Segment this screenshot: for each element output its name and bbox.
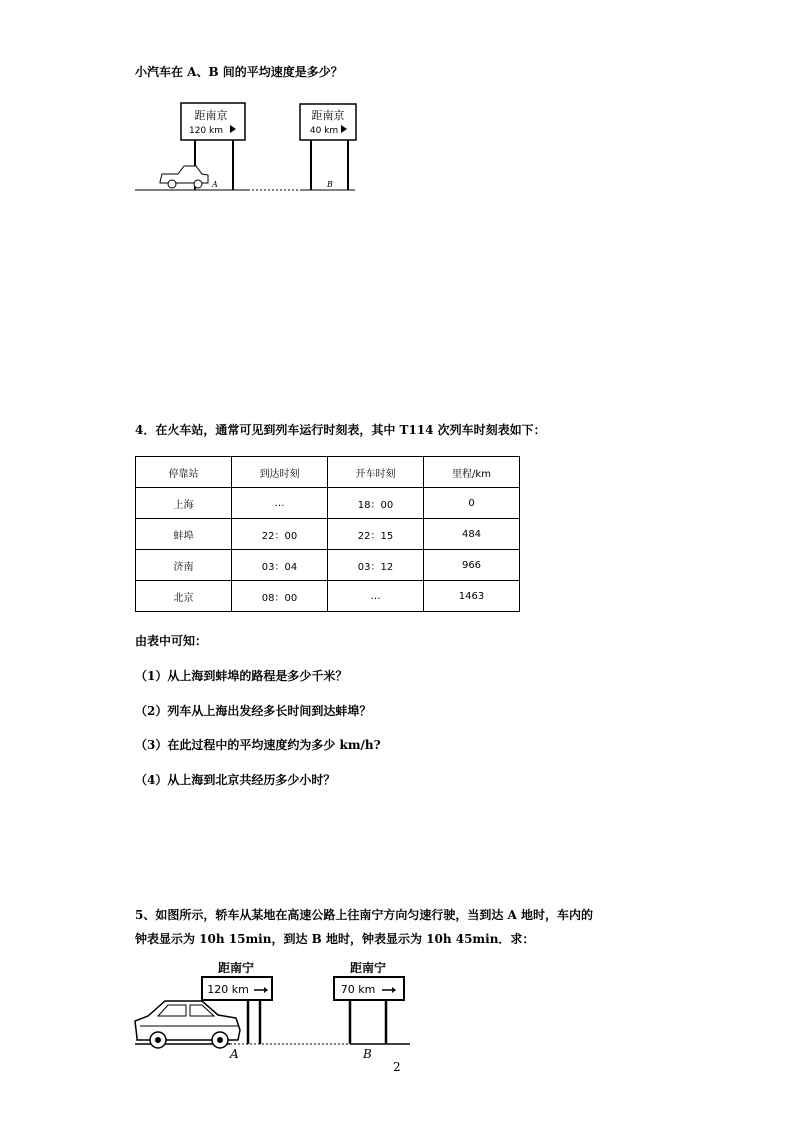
table-cell: …: [328, 581, 424, 612]
q4-lead: 由表中可知：: [135, 634, 208, 648]
table-header-cell: 里程/km: [424, 457, 520, 488]
q3-sign-a-line2: 120 km: [188, 126, 224, 136]
table-cell: 08：00: [232, 581, 328, 612]
q3-label-a: A: [212, 180, 218, 189]
table-cell: 北京: [136, 581, 232, 612]
q4-sub-question-4: （4）从上海到北京共经历多少小时？: [135, 773, 336, 787]
q5-sign-a-distance: 120 km: [207, 983, 249, 996]
q4-sub-question-1: （1）从上海到蚌埠的路程是多少千米？: [135, 669, 348, 683]
table-cell: 1463: [424, 581, 520, 612]
table-header-row: [136, 457, 520, 488]
q3-label-b: B: [327, 180, 333, 189]
table-cell: 18：00: [328, 488, 424, 519]
table-header-cell: 到达时刻: [232, 457, 328, 488]
q4-intro: 4．在火车站，通常可见到列车运行时刻表，其中 T114 次列车时刻表如下：: [135, 423, 546, 437]
q5-line2: 钟表显示为 10h 15min，到达 B 地时，钟表显示为 10h 45min．求：: [135, 932, 535, 946]
table-cell: 22：15: [328, 519, 424, 550]
q3-sign-b-line2: 40 km: [309, 126, 339, 136]
table-cell: 966: [424, 550, 520, 581]
q5-line1: 5、如图所示，轿车从某地在高速公路上往南宁方向匀速行驶，当到达 A 地时，车内的: [135, 908, 594, 922]
table-cell: 22：00: [232, 519, 328, 550]
q3-car-icon: [160, 166, 208, 188]
q5-car-icon: [135, 1001, 240, 1048]
table-cell: 484: [424, 519, 520, 550]
q3-sign-a-line1: 距南京: [194, 109, 228, 122]
table-cell: 蚌埠: [136, 519, 232, 550]
q5-sign-b-title: 距南宁: [349, 961, 387, 975]
table-row: [136, 488, 520, 519]
q5-label-a: A: [230, 1047, 239, 1061]
table-row: [136, 550, 520, 581]
table-cell: 03：12: [328, 550, 424, 581]
q3-figure: [130, 95, 370, 195]
train-timetable: [135, 456, 520, 612]
table-row: [136, 581, 520, 612]
table-cell: 济南: [136, 550, 232, 581]
q5-sign-a-title: 距南宁: [217, 961, 255, 975]
q5-label-b: B: [363, 1047, 372, 1061]
q3-sign-b-line1: 距南京: [311, 109, 345, 122]
table-header-cell: 开车时刻: [328, 457, 424, 488]
q3-question: 小汽车在 A、B 间的平均速度是多少？: [135, 65, 343, 79]
page-number: 2: [393, 1060, 401, 1074]
table-cell: 03：04: [232, 550, 328, 581]
q5-sign-b-distance: 70 km: [340, 983, 376, 996]
table-header-cell: 停靠站: [136, 457, 232, 488]
table-cell: 0: [424, 488, 520, 519]
table-cell: …: [232, 488, 328, 519]
q4-sub-question-3: （3）在此过程中的平均速度约为多少 km/h?: [135, 738, 381, 752]
q4-sub-question-2: （2）列车从上海出发经多长时间到达蚌埠？: [135, 704, 372, 718]
q5-figure: [130, 958, 420, 1063]
table-cell: 上海: [136, 488, 232, 519]
table-row: [136, 519, 520, 550]
